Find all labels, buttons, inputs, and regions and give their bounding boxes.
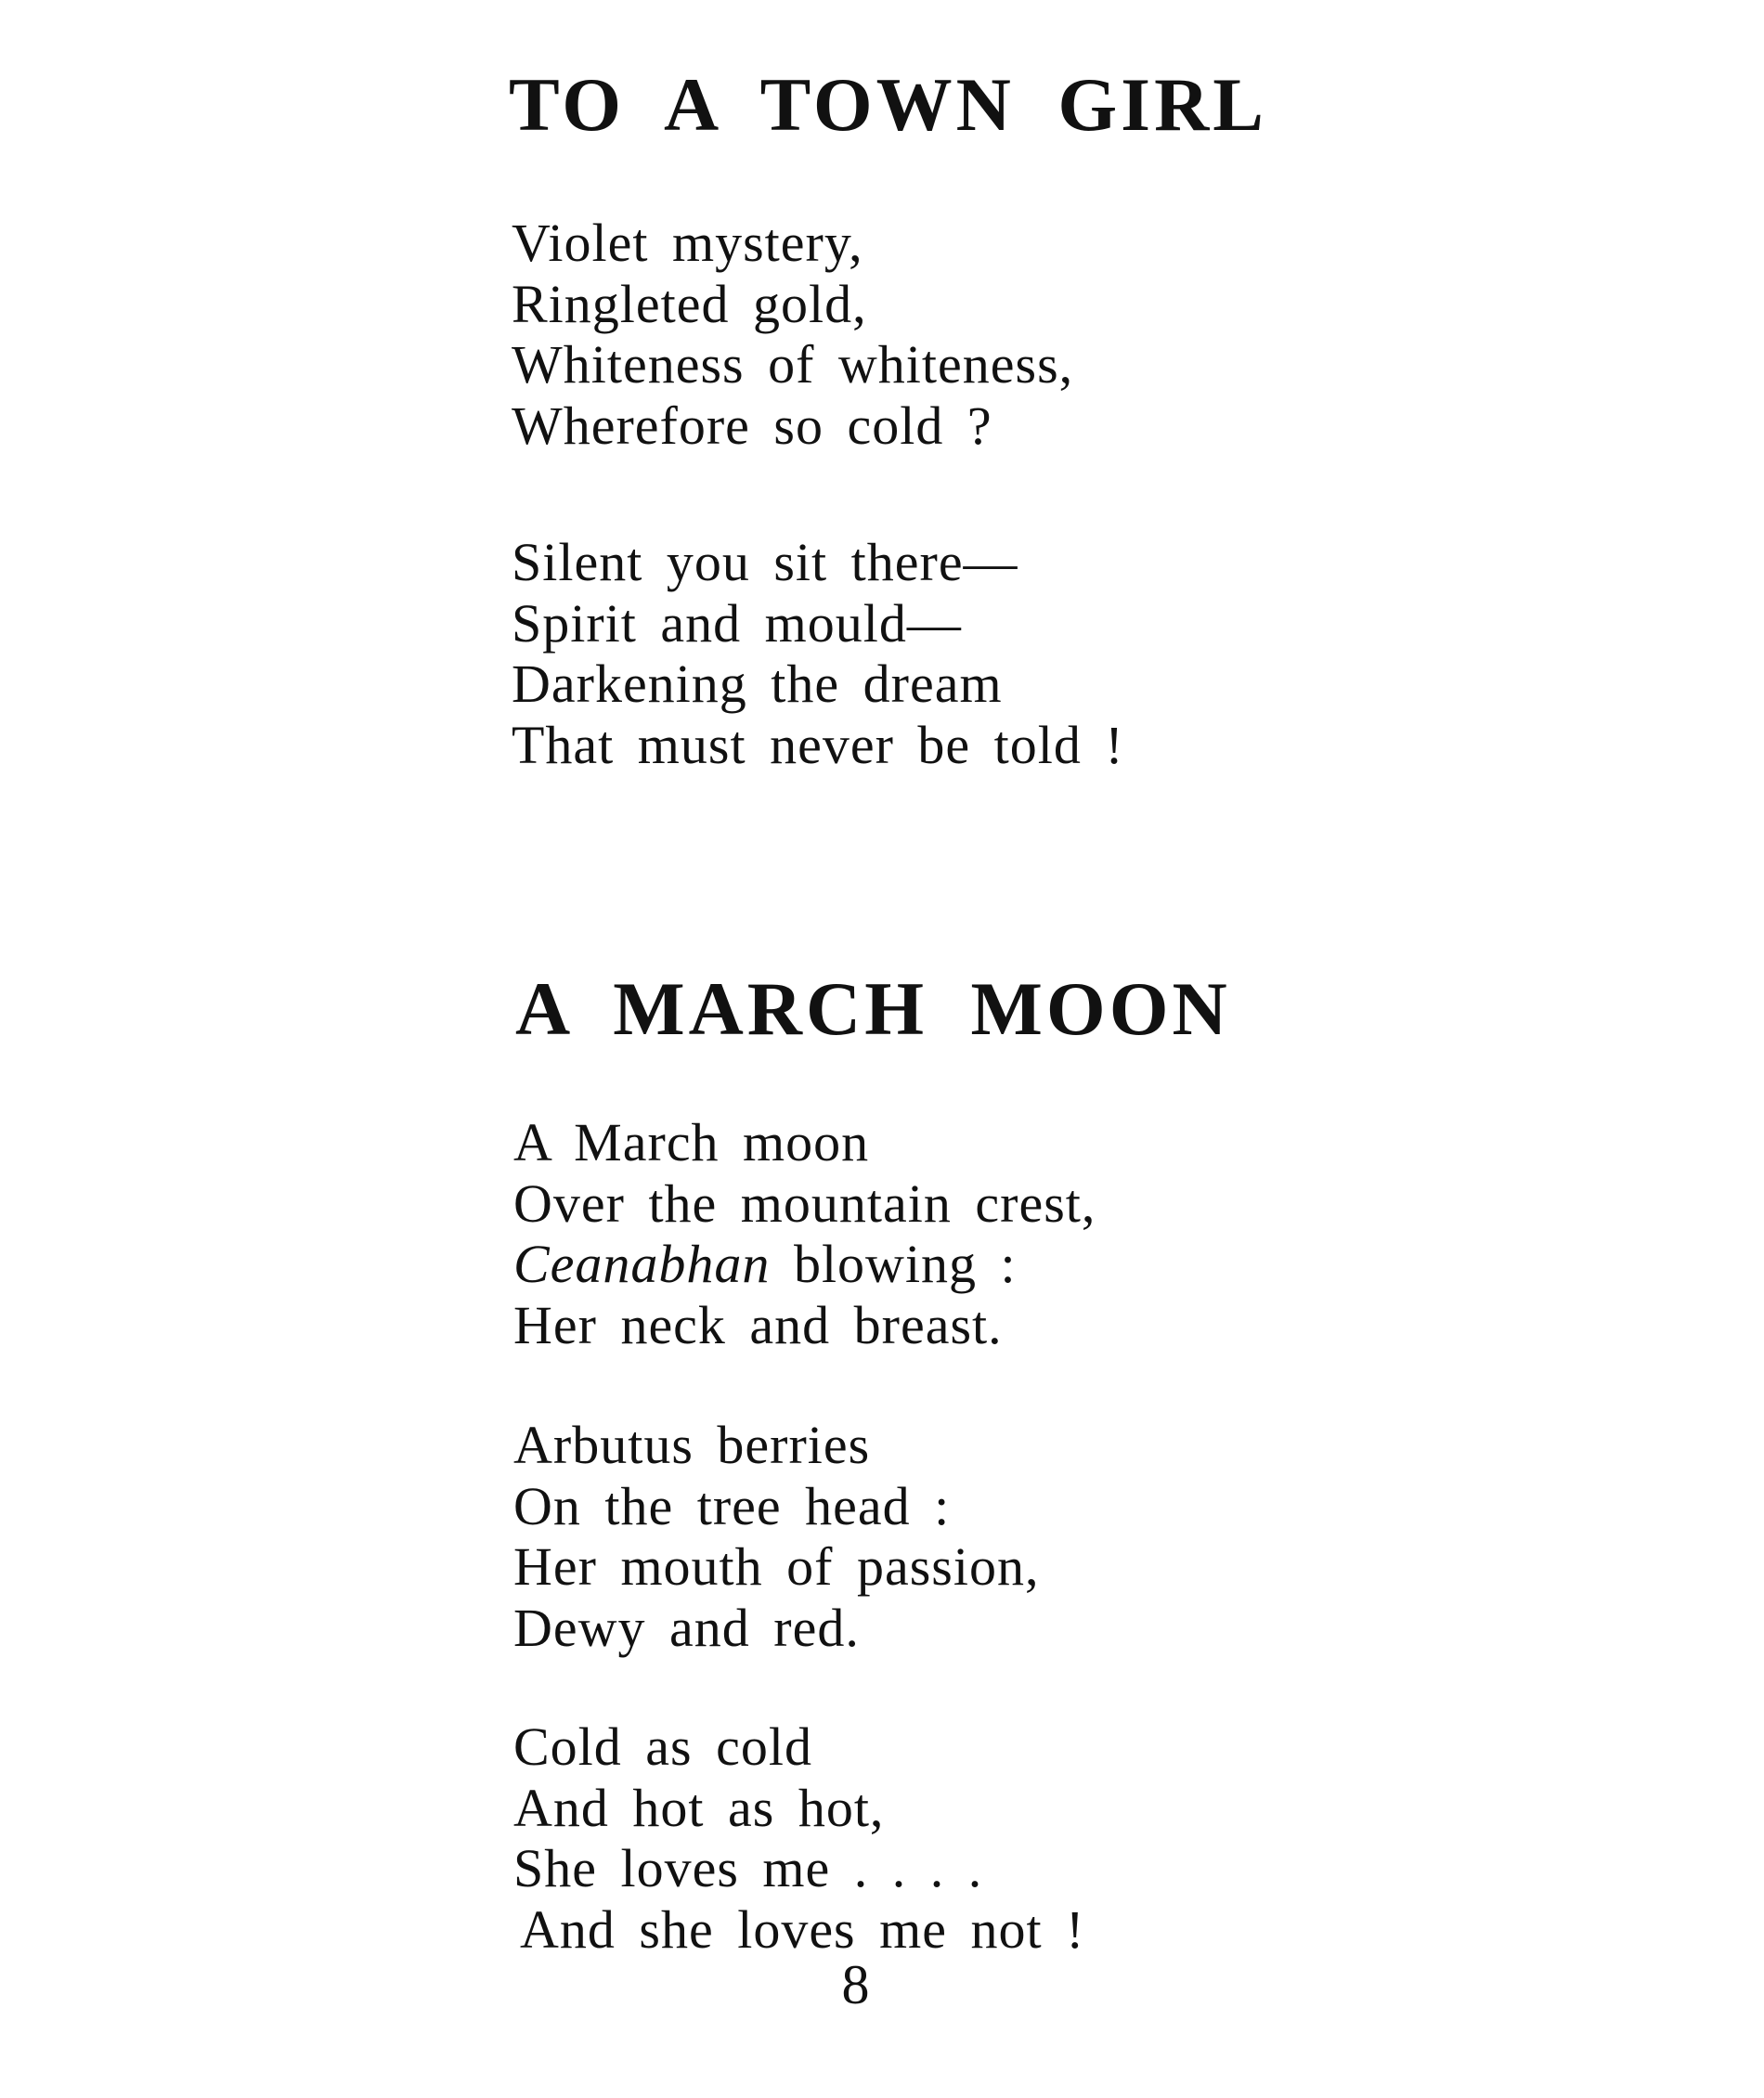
poem-line: That must never be told ! [512, 714, 1124, 775]
poem-line: She loves me . . . . [513, 1838, 983, 1898]
poem-line [513, 1234, 1096, 1295]
poem1-stanza-2 [512, 532, 1124, 775]
poem-line: Silent you sit there— [512, 532, 1018, 592]
poem-line: And hot as hot, [513, 1777, 885, 1838]
poem-line: Wherefore so cold ? [512, 395, 992, 456]
poem-line: Cold as cold [513, 1716, 812, 1777]
poem-line: Ringleted gold, [512, 273, 867, 334]
line-remainder: blowing : [770, 1234, 1017, 1294]
poem-line: Spirit and mould— [512, 592, 962, 654]
poem-line: Dewy and red. [513, 1597, 860, 1658]
italic-word: Ceanabhan [513, 1234, 771, 1294]
page-number: 8 [841, 1954, 870, 2015]
poem2-stanza-3 [513, 1716, 1084, 1960]
poem-title-a-march-moon: A MARCH MOON [515, 966, 1231, 1051]
poem-line: Violet mystery, [512, 213, 863, 273]
poem-line: Whiteness of whiteness, [512, 334, 1074, 395]
poem-line: Over the mountain crest, [513, 1172, 1096, 1234]
poem1-stanza-1 [512, 213, 1073, 456]
poem-line: A March moon [513, 1112, 870, 1172]
poem2-stanza-1 [513, 1112, 1096, 1355]
poem-title-to-a-town-girl: TO A TOWN GIRL [509, 62, 1267, 147]
poem-line: Her mouth of passion, [513, 1536, 1040, 1597]
poem2-stanza-2 [513, 1415, 1040, 1658]
poem-line: And she loves me not ! [520, 1898, 1085, 1960]
poem-line: On the tree head : [513, 1475, 951, 1536]
poem-line: Darkening the dream [512, 654, 1003, 714]
poem-line: Arbutus berries [513, 1415, 871, 1475]
poem-line: Her neck and breast. [513, 1294, 1003, 1355]
